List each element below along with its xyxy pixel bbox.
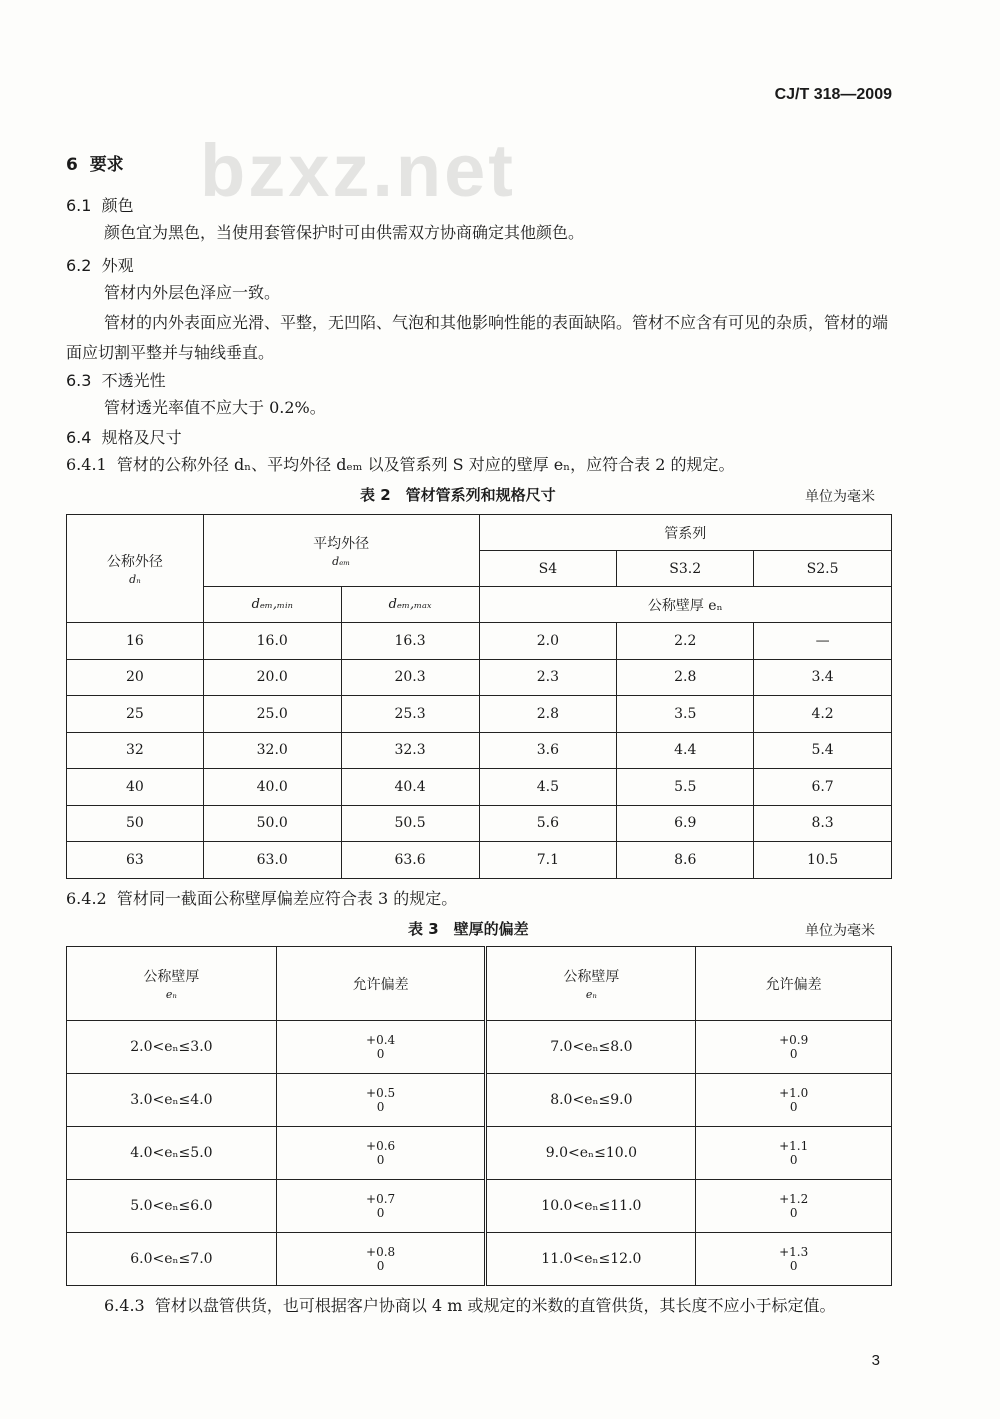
upper-tolerance: +0.5 [366,1086,396,1100]
table-cell: 25 [67,696,204,733]
section-6-4-3-text [66,1291,896,1321]
tolerance-cell [276,1180,486,1233]
header-tolerance-left: 允许偏差 [276,947,486,1021]
table-cell: 2.0 [479,623,617,660]
table-cell: 6.7 [754,769,892,806]
table-row [67,659,892,696]
table-cell: 25.3 [341,696,479,733]
lower-tolerance: 0 [789,1153,798,1167]
table-cell: 40.0 [203,769,341,806]
section-6-1-text: 颜色宜为黑色，当使用套管保护时可由供需双方协商确定其他颜色。 [104,223,585,242]
header-label: 公称外径 [106,554,163,570]
header-symbol: dₑₘ [332,555,351,568]
header-dem-max: dₑₘ,ₘₐₓ [341,587,479,623]
section-6-4-1-text [66,450,735,480]
table-cell: 5.4 [754,732,892,769]
header-pipe-series: 管系列 [479,515,892,551]
header-label: 公称壁厚 [563,969,620,985]
table-cell: 8.3 [754,805,892,842]
upper-tolerance: +1.1 [779,1139,809,1153]
lower-tolerance: 0 [376,1206,385,1220]
clause-text: 管材的公称外径 dₙ、平均外径 dₑₘ 以及管系列 S 对应的壁厚 eₙ，应符合表 2 的规定。 [116,455,735,474]
section-number: 6.4 [66,428,92,447]
table-cell: 32 [67,732,204,769]
table-3-caption: 表 3 壁厚的偏差 [408,920,529,938]
table-2-caption: 表 2 管材管系列和规格尺寸 [360,486,556,504]
table-cell: 20.3 [341,659,479,696]
table-cell: 3.6 [479,732,617,769]
upper-tolerance: +0.4 [366,1033,396,1047]
wall-range-cell: 9.0<eₙ≤10.0 [486,1127,696,1180]
table-row [67,623,892,660]
section-title: 要求 [89,155,124,175]
table-cell: 16.3 [341,623,479,660]
table-row [67,1021,892,1074]
section-6-3-heading [66,368,166,391]
header-wall-thickness: 公称壁厚 eₙ [479,587,892,623]
wall-range-cell: 10.0<eₙ≤11.0 [486,1180,696,1233]
table-cell: 50 [67,805,204,842]
table-cell: 40.4 [341,769,479,806]
upper-tolerance: +1.3 [779,1245,809,1259]
table-cell: 16.0 [203,623,341,660]
table-row [67,769,892,806]
table-cell: 16 [67,623,204,660]
header-s2-5: S2.5 [754,551,892,587]
tolerance-cell [276,1127,486,1180]
document-id: CJ/T 318—2009 [774,86,892,103]
section-title: 颜色 [101,196,134,215]
header-mean-od [203,515,479,587]
clause-text: 管材同一截面公称壁厚偏差应符合表 3 的规定。 [116,889,458,908]
table-cell: 4.5 [479,769,617,806]
section-number: 6 [66,155,78,175]
lower-tolerance: 0 [789,1259,798,1273]
table-row [67,805,892,842]
table-2-unit: 单位为毫米 [805,489,875,505]
lower-tolerance: 0 [789,1047,798,1061]
section-6-4-heading [66,425,182,448]
lower-tolerance: 0 [789,1100,798,1114]
section-number: 6.1 [66,196,92,215]
table-cell: 3.5 [617,696,754,733]
table-cell: 2.3 [479,659,617,696]
table-row [67,696,892,733]
table-cell: 20.0 [203,659,341,696]
section-title: 外观 [101,256,134,275]
table-cell: 8.6 [617,842,754,879]
lower-tolerance: 0 [789,1206,798,1220]
table-row [67,1127,892,1180]
table-cell: 2.8 [479,696,617,733]
section-number: 6.4.3 [104,1296,145,1315]
header-label: 平均外径 [313,536,370,552]
table-cell: 4.4 [617,732,754,769]
header-nominal-wall-right [486,947,696,1021]
table-cell: 5.5 [617,769,754,806]
lower-tolerance: 0 [376,1047,385,1061]
wall-range-cell: 11.0<eₙ≤12.0 [486,1233,696,1286]
clause-text: 管材以盘管供货，也可根据客户协商以 4 m 或规定的米数的直管供货，其长度不应小于标定值。 [154,1296,836,1315]
table-cell: 63 [67,842,204,879]
table-row [67,732,892,769]
lower-tolerance: 0 [376,1259,385,1273]
wall-range-cell: 2.0<eₙ≤3.0 [67,1021,277,1074]
table-cell: 63.0 [203,842,341,879]
wall-range-cell: 8.0<eₙ≤9.0 [486,1074,696,1127]
section-6-2-paragraph-1: 管材内外层色泽应一致。 [104,283,281,302]
wall-range-cell: 6.0<eₙ≤7.0 [67,1233,277,1286]
watermark: bzxz.net [200,129,516,212]
upper-tolerance: +0.9 [779,1033,809,1047]
wall-range-cell: 7.0<eₙ≤8.0 [486,1021,696,1074]
wall-range-cell: 4.0<eₙ≤5.0 [67,1127,277,1180]
header-symbol: eₙ [165,988,177,1001]
table-3 [66,946,892,1286]
section-6-2-paragraph-2: 管材的内外表面应光滑、平整，无凹陷、气泡和其他影响性能的表面缺陷。管材不应含有可见的杂质，管材的端面应切割平整并与轴线垂直。 [66,313,889,362]
tolerance-cell [696,1233,892,1286]
table-cell: 5.6 [479,805,617,842]
table-cell: 3.4 [754,659,892,696]
header-s3-2: S3.2 [617,551,754,587]
table-cell: 50.5 [341,805,479,842]
upper-tolerance: +1.2 [779,1192,809,1206]
table-row [67,842,892,879]
table-cell: 7.1 [479,842,617,879]
upper-tolerance: +1.0 [779,1086,809,1100]
table-cell: 40 [67,769,204,806]
header-nominal-od [67,515,204,623]
table-cell: 32.0 [203,732,341,769]
section-6-1-heading [66,193,134,216]
upper-tolerance: +0.6 [366,1139,396,1153]
section-number: 6.4.2 [66,889,107,908]
table-cell: 4.2 [754,696,892,733]
upper-tolerance: +0.8 [366,1245,396,1259]
header-label: 公称壁厚 [143,969,200,985]
section-title: 不透光性 [101,371,166,390]
tolerance-cell [276,1021,486,1074]
table-cell: 20 [67,659,204,696]
tolerance-cell [696,1127,892,1180]
table-row [67,1074,892,1127]
tolerance-cell [696,1074,892,1127]
table-cell: 25.0 [203,696,341,733]
table-row [67,1233,892,1286]
table-cell: 2.8 [617,659,754,696]
table-cell: 32.3 [341,732,479,769]
tolerance-cell [696,1021,892,1074]
section-6-3-text: 管材透光率值不应大于 0.2%。 [104,398,326,417]
table-cell: — [754,623,892,660]
section-number: 6.4.1 [66,455,107,474]
table-2 [66,514,892,879]
header-tolerance-right: 允许偏差 [696,947,892,1021]
tolerance-cell [276,1074,486,1127]
wall-range-cell: 3.0<eₙ≤4.0 [67,1074,277,1127]
lower-tolerance: 0 [376,1100,385,1114]
tolerance-cell [276,1233,486,1286]
header-nominal-wall-left [67,947,277,1021]
table-row [67,1180,892,1233]
page-number: 3 [871,1352,880,1369]
section-6-heading [66,150,124,175]
header-symbol: dₙ [129,573,141,586]
section-title: 规格及尺寸 [101,428,182,447]
upper-tolerance: +0.7 [366,1192,396,1206]
lower-tolerance: 0 [376,1153,385,1167]
table-cell: 2.2 [617,623,754,660]
table-cell: 6.9 [617,805,754,842]
section-number: 6.3 [66,371,92,390]
tolerance-cell [696,1180,892,1233]
section-6-4-2-text [66,884,457,914]
header-symbol: eₙ [585,988,597,1001]
header-dem-min: dₑₘ,ₘᵢₙ [203,587,341,623]
section-number: 6.2 [66,256,92,275]
table-cell: 10.5 [754,842,892,879]
table-cell: 63.6 [341,842,479,879]
table-cell: 50.0 [203,805,341,842]
header-s4: S4 [479,551,617,587]
section-6-2-heading [66,253,134,276]
table-3-unit: 单位为毫米 [805,923,875,939]
wall-range-cell: 5.0<eₙ≤6.0 [67,1180,277,1233]
